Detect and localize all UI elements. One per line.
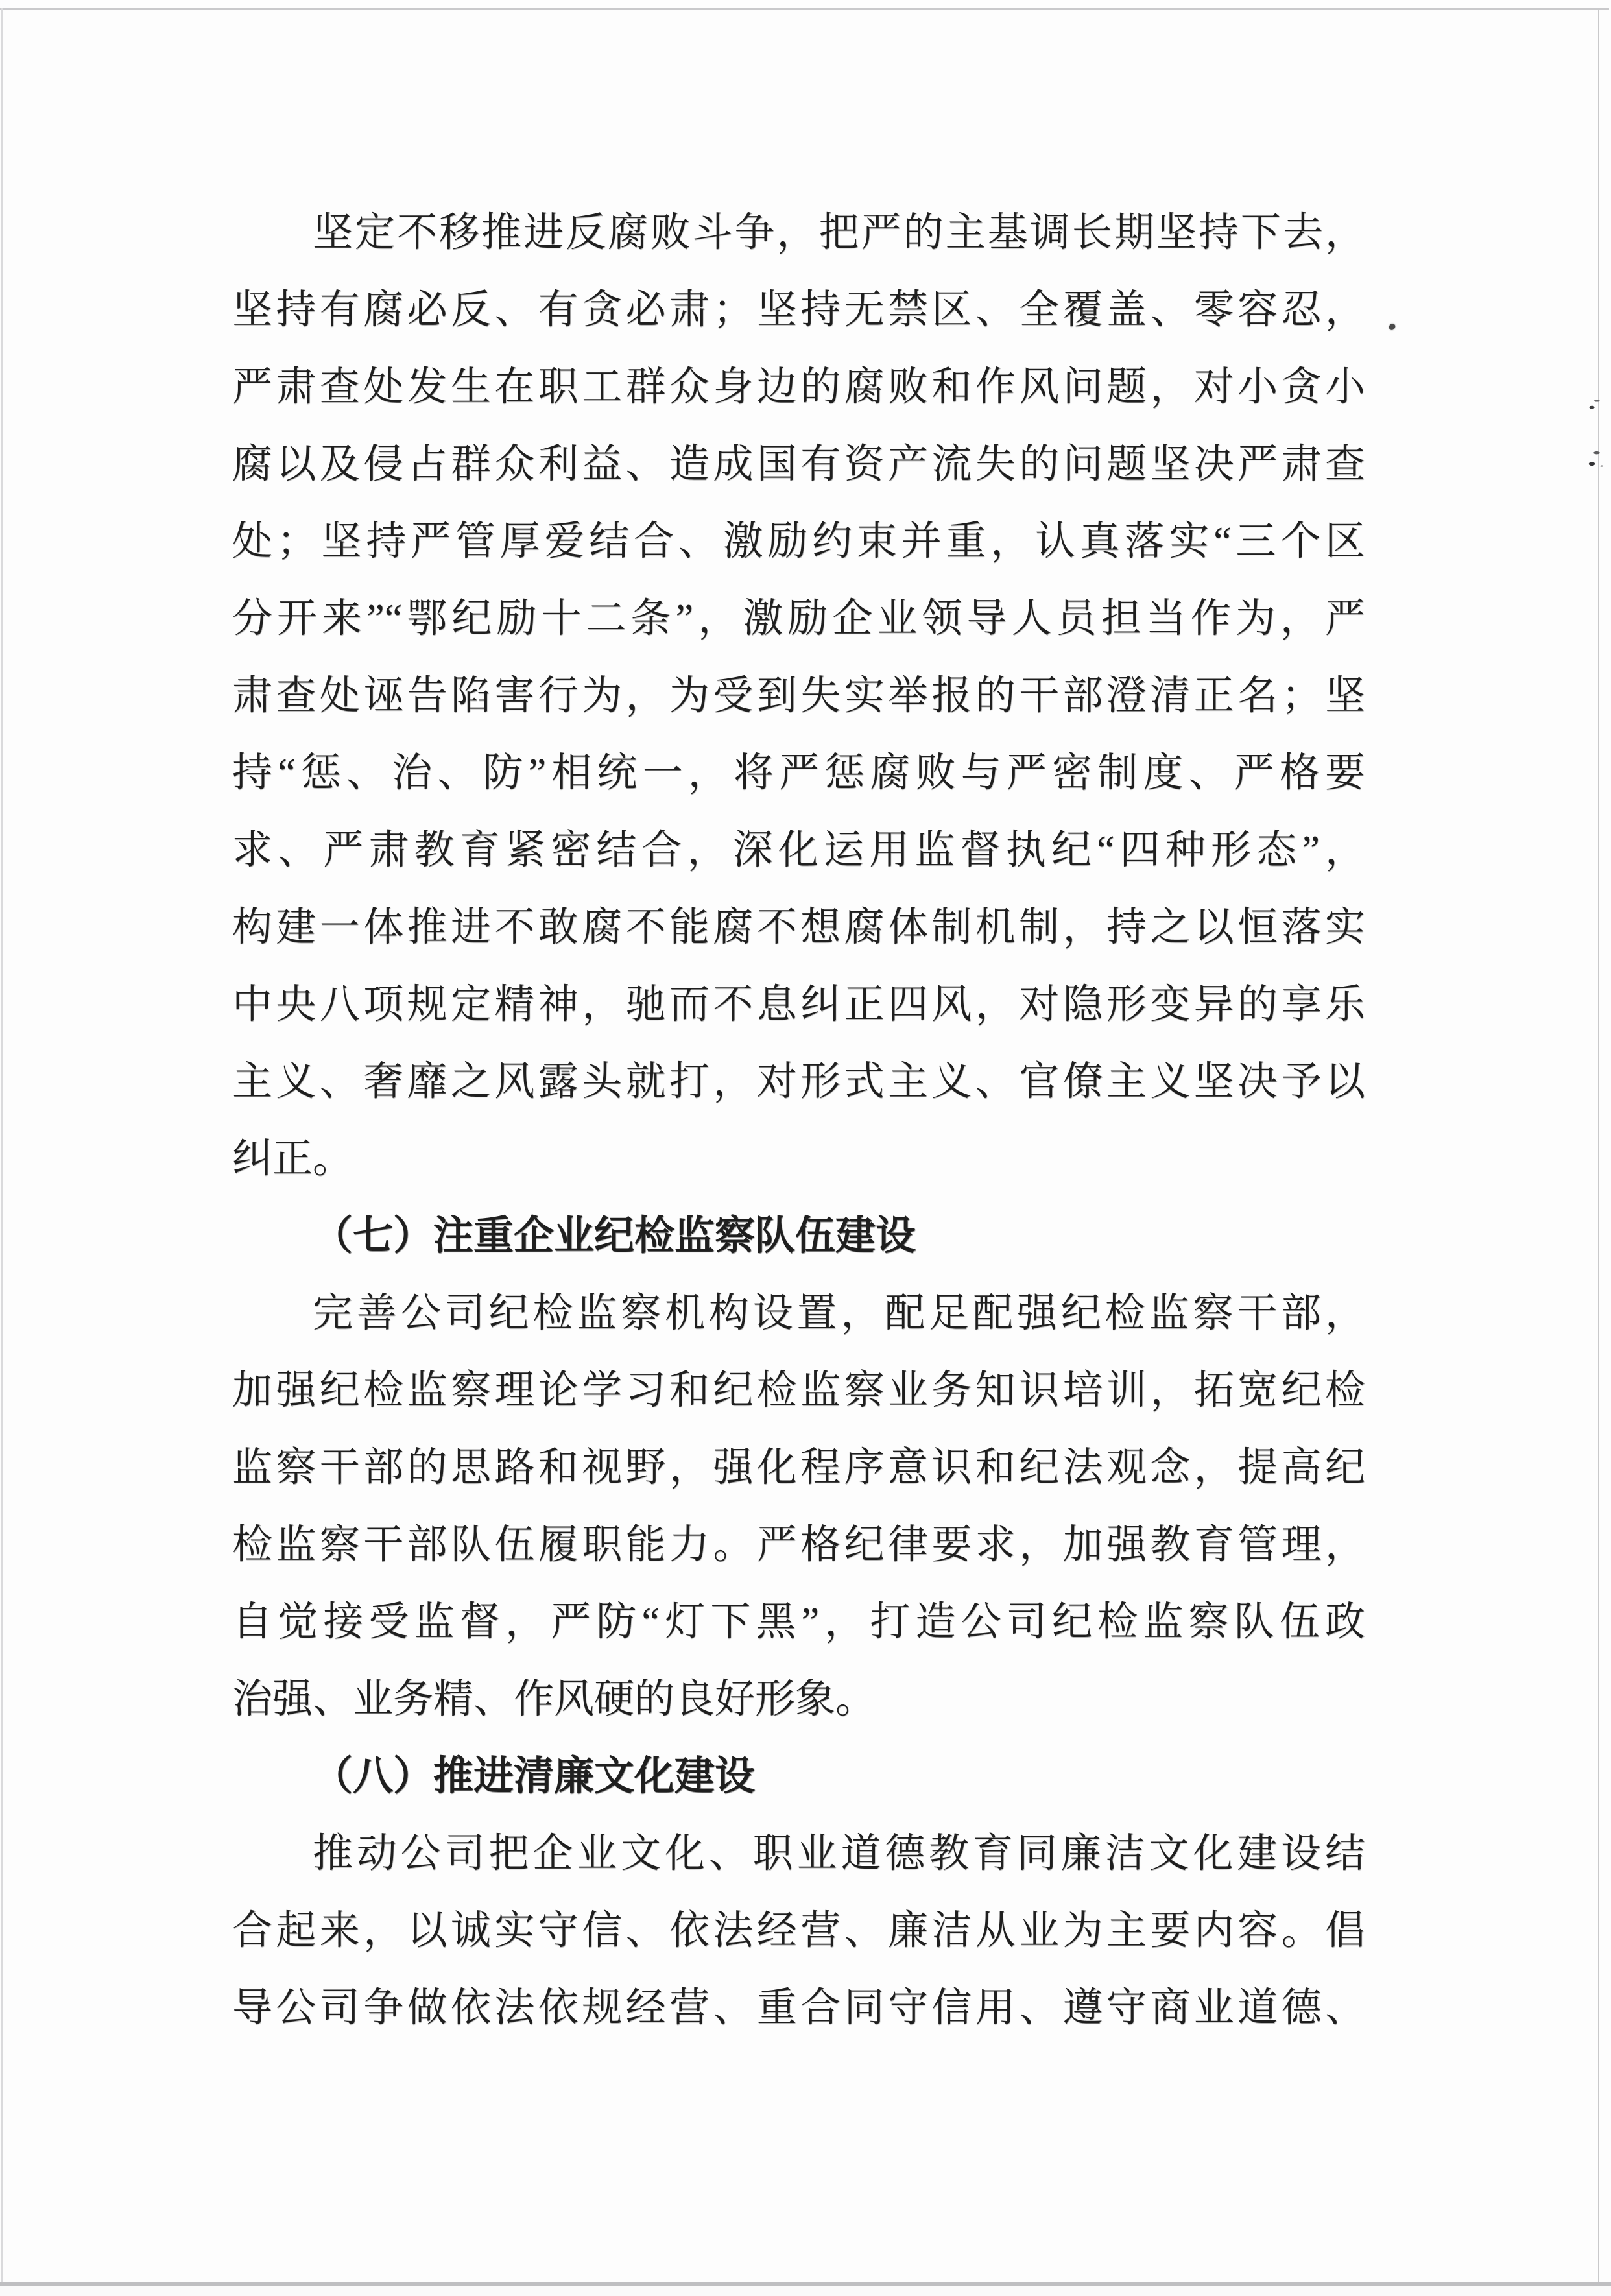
text-line: 纠正。 <box>232 1137 353 1181</box>
text-line: 肃查处诬告陷害行为，为受到失实举报的干部澄清正名；坚 <box>232 674 1365 718</box>
text-line: 监察干部的思路和视野，强化程序意识和纪法观念，提高纪 <box>232 1446 1365 1490</box>
text-line: 完善公司纪检监察机构设置，配足配强纪检监察干部， <box>313 1291 1365 1335</box>
section-heading-8: （八）推进清廉文化建设 <box>313 1754 756 1799</box>
text-line: 推动公司把企业文化、职业道德教育同廉洁文化建设结 <box>313 1832 1365 1876</box>
scanner-background <box>0 2286 1611 2296</box>
document-text-block <box>232 195 1365 2047</box>
scan-smudge <box>1585 446 1605 468</box>
text-line: 合起来，以诚实守信、依法经营、廉洁从业为主要内容。倡 <box>232 1909 1365 1953</box>
text-line: 构建一体推进不敢腐不能腐不想腐体制机制，持之以恒落实 <box>232 905 1365 950</box>
text-line: 持“惩、治、防”相统一，将严惩腐败与严密制度、严格要 <box>232 751 1365 795</box>
text-line: 主义、奢靡之风露头就打，对形式主义、官僚主义坚决予以 <box>232 1060 1365 1104</box>
page-border-right <box>1598 8 1599 2283</box>
text-line: 加强纪检监察理论学习和纪检监察业务知识培训，拓宽纪检 <box>232 1369 1365 1413</box>
text-line: 中央八项规定精神，驰而不息纠正四风，对隐形变异的享乐 <box>232 983 1365 1027</box>
page-border-top <box>0 8 1609 10</box>
text-line: 坚定不移推进反腐败斗争，把严的主基调长期坚持下去， <box>313 211 1365 255</box>
scan-smudge <box>1588 398 1602 411</box>
text-line: 处；坚持严管厚爱结合、激励约束并重，认真落实“三个区 <box>232 520 1365 564</box>
text-line: 分开来”“鄂纪励十二条”，激励企业领导人员担当作为，严 <box>232 597 1365 641</box>
text-line: 导公司争做依法依规经营、重合同守信用、遵守商业道德、 <box>232 1986 1365 2030</box>
text-line: 坚持有腐必反、有贪必肃；坚持无禁区、全覆盖、零容忍， <box>232 288 1365 332</box>
text-line: 自觉接受监督，严防“灯下黑”，打造公司纪检监察队伍政 <box>232 1600 1365 1644</box>
text-line: 严肃查处发生在职工群众身边的腐败和作风问题，对小贪小 <box>232 365 1365 409</box>
text-line: 治强、业务精、作风硬的良好形象。 <box>232 1677 876 1721</box>
text-line: 腐以及侵占群众利益、造成国有资产流失的问题坚决严肃查 <box>232 442 1365 486</box>
text-line: 检监察干部队伍履职能力。严格纪律要求，加强教育管理， <box>232 1523 1365 1567</box>
section-heading-7: （七）注重企业纪检监察队伍建设 <box>313 1214 916 1258</box>
text-line: 求、严肃教育紧密结合，深化运用监督执纪“四种形态”， <box>232 828 1365 872</box>
page-border-left <box>1 8 3 2283</box>
